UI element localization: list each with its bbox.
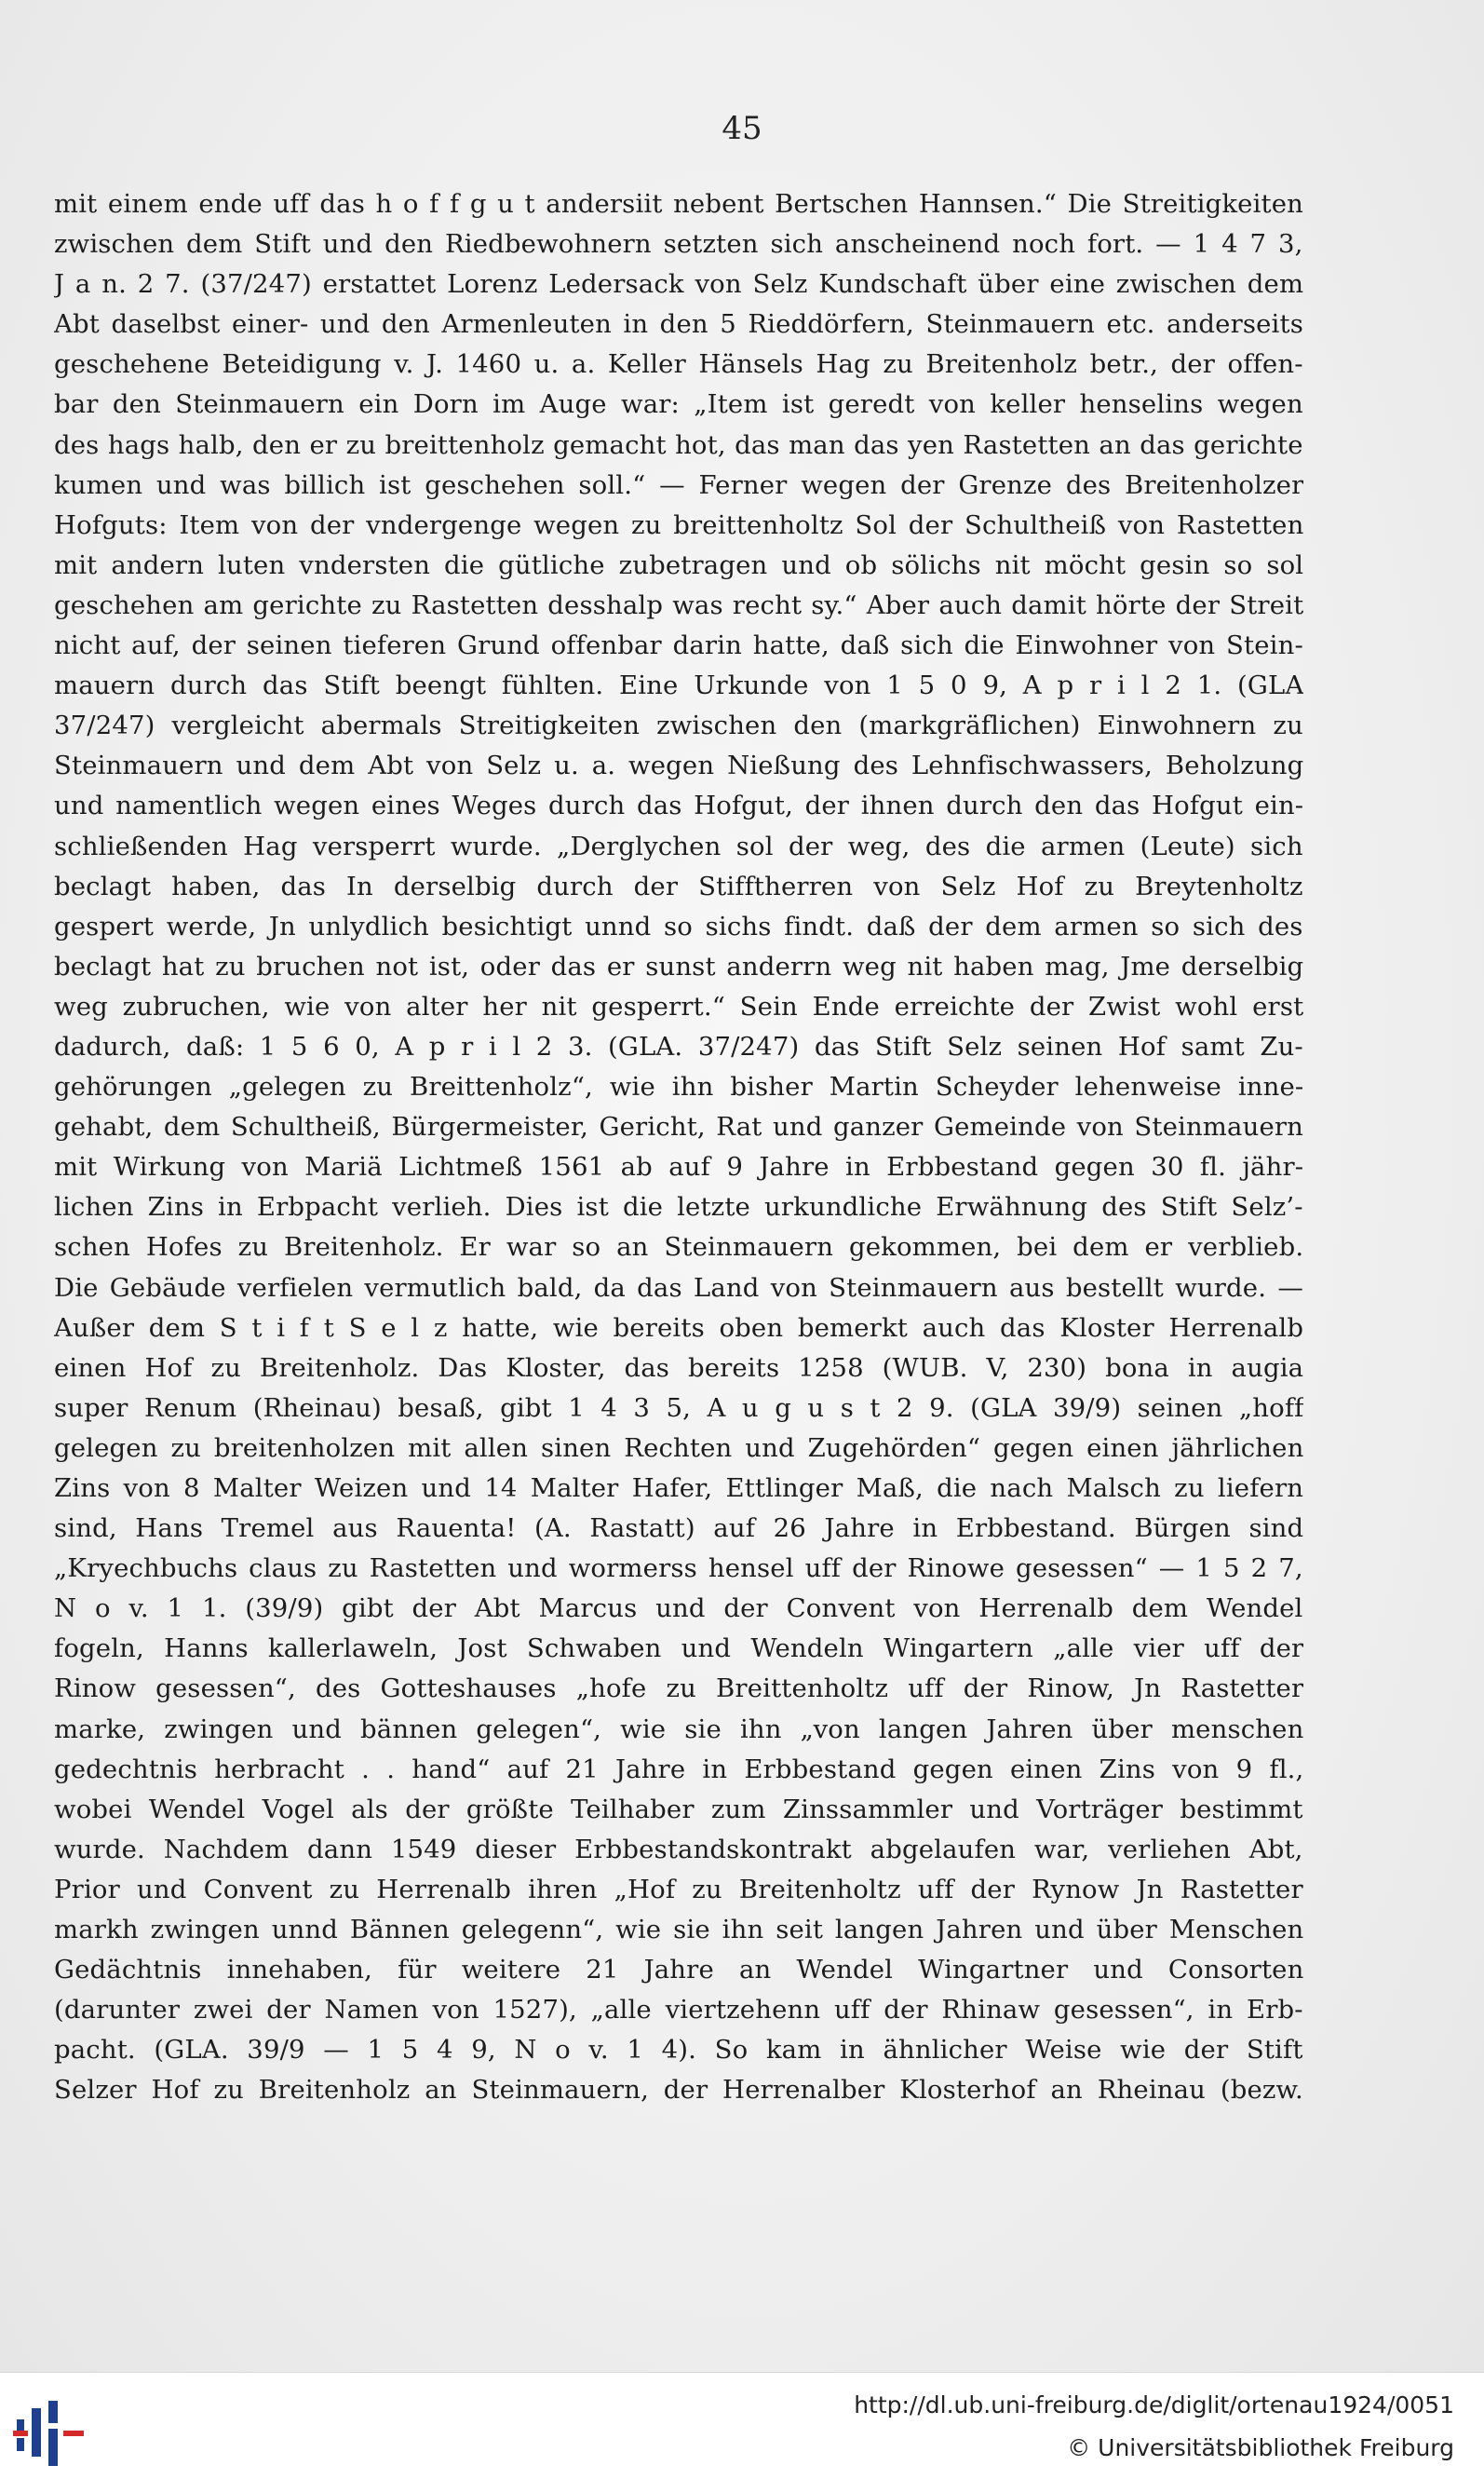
text-line: gelegen zu breitenholzen mit allen sinen Rechten und Zugehörden“ gegen einen jährlichen — [54, 1432, 1303, 1463]
page-number: 45 — [722, 110, 762, 147]
text-line: bar den Steinmauern ein Dorn im Auge war: „Item ist geredt von keller henselins wegen — [54, 389, 1303, 420]
text-line: fogeln, Hanns kallerlaweln, Jost Schwaben und Wendeln Wingartern „alle vier uff der — [54, 1633, 1303, 1664]
text-line: zwischen dem Stift und den Riedbewohnern setzten sich anscheinend noch fort. — 1 4 7 3, — [54, 229, 1303, 260]
text-line: Die Gebäude verfielen vermutlich bald, da das Land von Steinmauern aus bestellt wurde. — — [54, 1272, 1303, 1303]
text-line: (darunter zwei der Namen von 1527), „alle viertzehenn uff der Rhinaw gesessen“, in Erb- — [54, 1995, 1303, 2025]
text-line: schen Hofes zu Breitenholz. Er war so an Steinmauern gekommen, bei dem er verblieb. — [54, 1232, 1303, 1263]
university-library-logo-icon[interactable] — [13, 2391, 97, 2471]
text-line: J a n. 2 7. (37/247) erstattet Lorenz Ledersack von Selz Kundschaft über eine zwischen dem — [54, 269, 1303, 300]
text-line: Gedächtnis innehaben, für weitere 21 Jahre an Wendel Wingartner und Consorten — [54, 1955, 1303, 1985]
body-text — [54, 184, 1303, 2111]
text-line: mit andern luten vndersten die gütliche zubetragen und ob sölichs nit möcht gesin so sol — [54, 549, 1303, 580]
text-line: mit Wirkung von Mariä Lichtmeß 1561 ab auf 9 Jahre in Erbbestand gegen 30 fl. jähr- — [54, 1152, 1303, 1183]
text-line: beclagt hat zu bruchen not ist, oder das er sunst anderrn weg nit haben mag, Jme derselbig — [54, 951, 1303, 982]
text-line: weg zubruchen, wie von alter her nit gesperrt.“ Sein Ende erreichte der Zwist wohl erst — [54, 991, 1303, 1022]
text-line: des hags halb, den er zu breittenholz gemacht hot, das man das yen Rastetten an das gerichte — [54, 429, 1303, 460]
footer — [0, 2373, 1484, 2479]
text-line: geschehene Beteidigung v. J. 1460 u. a. Keller Hänsels Hag zu Breitenholz betr., der offen- — [54, 349, 1303, 380]
text-line: Abt daselbst einer- und den Armenleuten in den 5 Rieddörfern, Steinmauern etc. anderseits — [54, 309, 1303, 340]
text-line: dadurch, daß: 1 5 6 0, A p r i l 2 3. (GLA. 37/247) das Stift Selz seinen Hof samt Zu- — [54, 1031, 1303, 1062]
text-line: wobei Wendel Vogel als der größte Teilhaber zum Zinssammler und Vorträger bestimmt — [54, 1794, 1303, 1824]
text-line: und namentlich wegen eines Weges durch das Hofgut, der ihnen durch den das Hofgut ein- — [54, 791, 1303, 821]
text-line: 37/247) vergleicht abermals Streitigkeiten zwischen den (markgräflichen) Einwohnern zu — [54, 711, 1303, 741]
text-line: kumen und was billich ist geschehen soll.“ — Ferner wegen der Grenze des Breitenholzer — [54, 469, 1303, 500]
text-line: wurde. Nachdem dann 1549 dieser Erbbestandskontrakt abgelaufen war, verliehen Abt, — [54, 1834, 1303, 1864]
text-line: Prior und Convent zu Herrenalb ihren „Hof zu Breitenholtz uff der Rynow Jn Rastetter — [54, 1874, 1303, 1904]
text-line: marke, zwingen und bännen gelegen“, wie sie ihn „von langen Jahren über menschen — [54, 1714, 1303, 1744]
text-line: gedechtnis herbracht . . hand“ auf 21 Jahre in Erbbestand gegen einen Zins von 9 fl., — [54, 1754, 1303, 1784]
text-line: super Renum (Rheinau) besaß, gibt 1 4 3 5, A u g u s t 2 9. (GLA 39/9) seinen „hoff — [54, 1392, 1303, 1423]
text-line: Steinmauern und dem Abt von Selz u. a. wegen Nießung des Lehnfischwassers, Beholzung — [54, 751, 1303, 781]
text-line: geschehen am gerichte zu Rastetten desshalp was recht sy.“ Aber auch damit hörte der Streit — [54, 589, 1303, 620]
text-line: schließenden Hag versperrt wurde. „Derglychen sol der weg, des die armen (Leute) sich — [54, 831, 1303, 861]
text-line: Außer dem S t i f t S e l z hatte, wie bereits oben bemerkt auch das Kloster Herrenalb — [54, 1312, 1303, 1343]
text-line: einen Hof zu Breitenholz. Das Kloster, das bereits 1258 (WUB. V, 230) bona in augia — [54, 1352, 1303, 1383]
text-line: pacht. (GLA. 39/9 — 1 5 4 9, N o v. 1 4). So kam in ähnlicher Weise wie der Stift — [54, 2035, 1303, 2066]
text-line: mit einem ende uff das h o f f g u t andersiit nebent Bertschen Hannsen.“ Die Streitigkeiten — [54, 189, 1303, 219]
text-line: „Kryechbuchs claus zu Rastetten und wormerss hensel uff der Rinowe gesessen“ — 1 5 2 7, — [54, 1553, 1303, 1584]
text-line: sind, Hans Tremel aus Rauenta! (A. Rastatt) auf 26 Jahre in Erbbestand. Bürgen sind — [54, 1513, 1303, 1544]
text-line: gehörungen „gelegen zu Breittenholz“, wie ihn bisher Martin Scheyder lehenweise inne- — [54, 1072, 1303, 1103]
text-line: gehabt, dem Schultheiß, Bürgermeister, Gericht, Rat und ganzer Gemeinde von Steinmauern — [54, 1112, 1303, 1143]
text-line: lichen Zins in Erbpacht verlieh. Dies ist die letzte urkundliche Erwähnung des Stift Selz’- — [54, 1192, 1303, 1223]
text-line: Zins von 8 Malter Weizen und 14 Malter Hafer, Ettlinger Maß, die nach Malsch zu liefern — [54, 1473, 1303, 1503]
text-line: markh zwingen unnd Bännen gelegenn“, wie sie ihn seit langen Jahren und über Menschen — [54, 1915, 1303, 1945]
text-line: N o v. 1 1. (39/9) gibt der Abt Marcus und der Convent von Herrenalb dem Wendel — [54, 1593, 1303, 1624]
footer-url-link[interactable]: http://dl.ub.uni-freiburg.de/diglit/ortenau1924/0051 — [854, 2391, 1454, 2418]
text-line: nicht auf, der seinen tieferen Grund offenbar darin hatte, daß sich die Einwohner von Stein- — [54, 630, 1303, 661]
text-line: Hofguts: Item von der vndergenge wegen zu breittenholtz Sol der Schultheiß von Rastetten — [54, 509, 1303, 540]
text-line: Selzer Hof zu Breitenholz an Steinmauern, der Herrenalber Klosterhof an Rheinau (bezw. — [54, 2075, 1303, 2106]
text-line: mauern durch das Stift beengt fühlten. Eine Urkunde von 1 5 0 9, A p r i l 2 1. (GLA — [54, 671, 1303, 701]
text-line: beclagt haben, das In derselbig durch der Stifftherren von Selz Hof zu Breytenholtz — [54, 871, 1303, 901]
text-line: gespert werde, Jn unlydlich besichtigt unnd so sichs findt. daß der dem armen so sich des — [54, 911, 1303, 941]
footer-copyright: © Universitätsbibliothek Freiburg — [1067, 2434, 1454, 2461]
text-line: Rinow gesessen“, des Gotteshauses „hofe zu Breittenholtz uff der Rinow, Jn Rastetter — [54, 1673, 1303, 1704]
